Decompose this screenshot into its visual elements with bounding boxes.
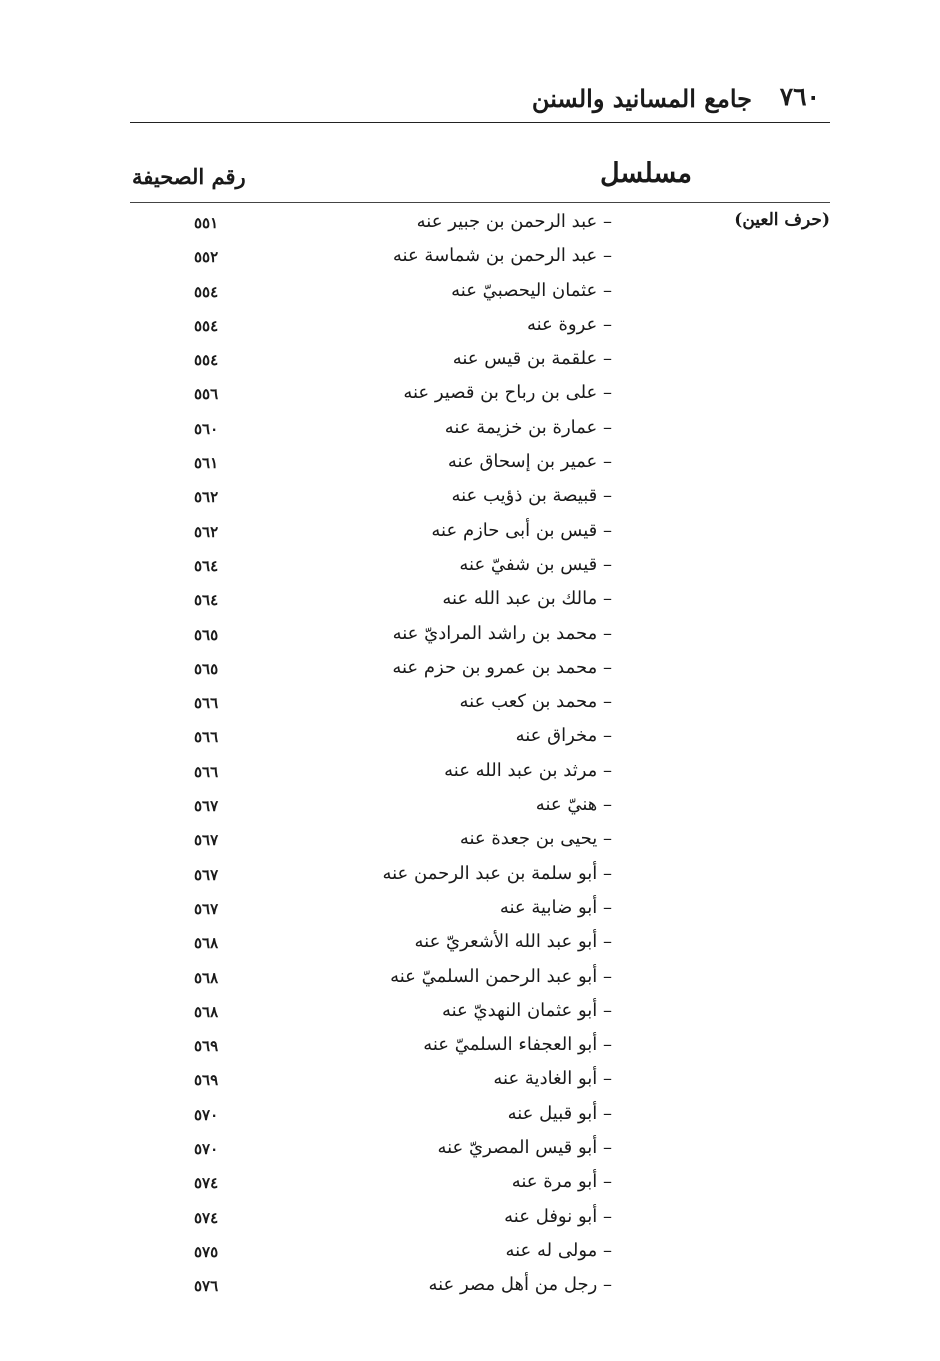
entry-name: – أبو الغادية عنه bbox=[493, 1068, 612, 1090]
entry-name: – قيس بن أبى حازم عنه bbox=[431, 519, 612, 541]
entry-name: – قبيصة بن ذؤيب عنه bbox=[451, 485, 612, 507]
list-item bbox=[130, 552, 830, 586]
list-item bbox=[130, 278, 830, 312]
entry-page-number: ٥٧٤ bbox=[194, 1208, 219, 1227]
entry-name: – مولى له عنه bbox=[505, 1239, 612, 1261]
page-number-column-heading: رقم الصحيفة bbox=[132, 164, 246, 189]
list-item bbox=[130, 929, 830, 963]
entry-page-number: ٥٥٢ bbox=[194, 248, 219, 267]
entry-name: – أبو سلمة بن عبد الرحمن عنه bbox=[382, 862, 612, 884]
entry-name: – عثمان اليحصبيّ عنه bbox=[451, 279, 612, 301]
entry-name: – عمير بن إسحاق عنه bbox=[447, 451, 612, 473]
entry-name: – رجل من أهل مصر عنه bbox=[428, 1274, 612, 1296]
entry-page-number: ٥٥١ bbox=[194, 214, 219, 232]
entry-page-number: ٥٦٨ bbox=[194, 1002, 219, 1021]
list-item bbox=[130, 689, 830, 723]
list-item bbox=[130, 312, 830, 346]
entry-page-number: ٥٦٧ bbox=[194, 797, 219, 816]
page-header bbox=[130, 78, 830, 123]
running-title: جامع المسانيد والسنن bbox=[531, 84, 752, 113]
list-item bbox=[130, 655, 830, 689]
list-item bbox=[130, 1032, 830, 1066]
list-item bbox=[130, 1272, 830, 1306]
list-item bbox=[130, 998, 830, 1032]
entry-name: – أبو قبيل عنه bbox=[507, 1102, 612, 1124]
entry-name: – أبو عثمان النهديّ عنه bbox=[441, 999, 612, 1021]
entry-name: – مخراق عنه bbox=[515, 725, 612, 747]
entry-name: – أبو العجفاء السلميّ عنه bbox=[423, 1034, 612, 1056]
list-item bbox=[130, 380, 830, 414]
entry-name: – محمد بن كعب عنه bbox=[459, 691, 612, 713]
entry-page-number: ٥٦٥ bbox=[194, 659, 219, 678]
list-item bbox=[130, 964, 830, 998]
entry-page-number: ٥٦١ bbox=[194, 454, 219, 473]
section-label: (حرف العين) bbox=[734, 210, 830, 230]
entry-page-number: ٥٥٤ bbox=[194, 316, 219, 335]
entry-name: – أبو مرة عنه bbox=[511, 1171, 612, 1193]
entry-page-number: ٥٦٤ bbox=[194, 556, 219, 575]
entry-page-number: ٥٦٦ bbox=[194, 728, 219, 747]
entry-name: – يحيى بن جعدة عنه bbox=[459, 828, 612, 850]
entry-name: – أبو عبد الرحمن السلميّ عنه bbox=[390, 965, 612, 987]
entry-name: – محمد بن عمرو بن حزم عنه bbox=[392, 656, 612, 678]
list-item bbox=[130, 586, 830, 620]
entry-list bbox=[130, 209, 830, 1307]
list-item bbox=[130, 483, 830, 517]
list-item bbox=[130, 415, 830, 449]
entry-name: – هنيّ عنه bbox=[535, 794, 612, 816]
list-item bbox=[130, 1204, 830, 1238]
entry-page-number: ٥٥٤ bbox=[194, 351, 219, 370]
list-item bbox=[130, 1066, 830, 1100]
entry-name: – أبو نوفل عنه bbox=[504, 1205, 612, 1227]
entry-page-number: ٥٦٥ bbox=[194, 625, 219, 644]
entry-page-number: ٥٦٩ bbox=[194, 1037, 219, 1056]
list-item bbox=[130, 209, 830, 243]
entry-page-number: ٥٦٨ bbox=[194, 934, 219, 953]
list-item bbox=[130, 1101, 830, 1135]
list-item bbox=[130, 758, 830, 792]
entry-name: – عبد الرحمن بن شماسة عنه bbox=[392, 245, 612, 267]
entry-name: – مالك بن عبد الله عنه bbox=[442, 588, 612, 610]
entry-page-number: ٥٦٧ bbox=[194, 831, 219, 850]
list-item bbox=[130, 1169, 830, 1203]
list-item bbox=[130, 792, 830, 826]
entry-page-number: ٥٥٦ bbox=[194, 385, 219, 404]
list-item bbox=[130, 895, 830, 929]
entry-name: – محمد بن راشد المراديّ عنه bbox=[392, 622, 612, 644]
entry-name: – قيس بن شفيّ عنه bbox=[459, 553, 612, 575]
list-item bbox=[130, 723, 830, 757]
entry-page-number: ٥٧٠ bbox=[194, 1140, 219, 1159]
entry-page-number: ٥٥٤ bbox=[194, 282, 219, 301]
entry-name: – أبو عبد الله الأشعريّ عنه bbox=[414, 931, 612, 953]
list-item bbox=[130, 861, 830, 895]
entry-page-number: ٥٦٢ bbox=[194, 522, 219, 541]
entry-page-number: ٥٧٥ bbox=[194, 1242, 219, 1261]
entry-page-number: ٥٦٩ bbox=[194, 1071, 219, 1090]
column-headings bbox=[130, 158, 830, 203]
entry-name: – مرثد بن عبد الله عنه bbox=[444, 759, 612, 781]
list-item bbox=[130, 346, 830, 380]
list-item bbox=[130, 826, 830, 860]
entry-page-number: ٥٧٠ bbox=[194, 1105, 219, 1124]
entry-page-number: ٥٦٧ bbox=[194, 865, 219, 884]
entry-page-number: ٥٦٦ bbox=[194, 762, 219, 781]
entry-page-number: ٥٦٨ bbox=[194, 968, 219, 987]
entry-name: – عبد الرحمن بن جبير عنه bbox=[416, 211, 612, 232]
page-number: ٧٦٠ bbox=[779, 82, 820, 111]
list-item bbox=[130, 1238, 830, 1272]
entry-page-number: ٥٦٢ bbox=[194, 488, 219, 507]
entry-page-number: ٥٧٤ bbox=[194, 1174, 219, 1193]
entry-name: – عمارة بن خزيمة عنه bbox=[444, 416, 612, 438]
list-item bbox=[130, 243, 830, 277]
entry-name: – أبو ضابية عنه bbox=[499, 896, 612, 918]
entry-name: – علقمة بن قيس عنه bbox=[452, 348, 612, 370]
entry-page-number: ٥٦٤ bbox=[194, 591, 219, 610]
entry-name: – على بن رباح بن قصير عنه bbox=[403, 382, 612, 404]
list-item bbox=[130, 449, 830, 483]
list-item bbox=[130, 518, 830, 552]
list-item bbox=[130, 1135, 830, 1169]
entry-name: – أبو قيس المصريّ عنه bbox=[437, 1137, 612, 1159]
serial-column-heading: مسلسل bbox=[599, 158, 692, 189]
list-item bbox=[130, 621, 830, 655]
entry-name: – عروة عنه bbox=[526, 313, 612, 335]
entry-page-number: ٥٦٦ bbox=[194, 694, 219, 713]
entry-page-number: ٥٦٧ bbox=[194, 899, 219, 918]
entry-page-number: ٥٦٠ bbox=[194, 419, 219, 438]
entry-page-number: ٥٧٦ bbox=[194, 1277, 219, 1296]
